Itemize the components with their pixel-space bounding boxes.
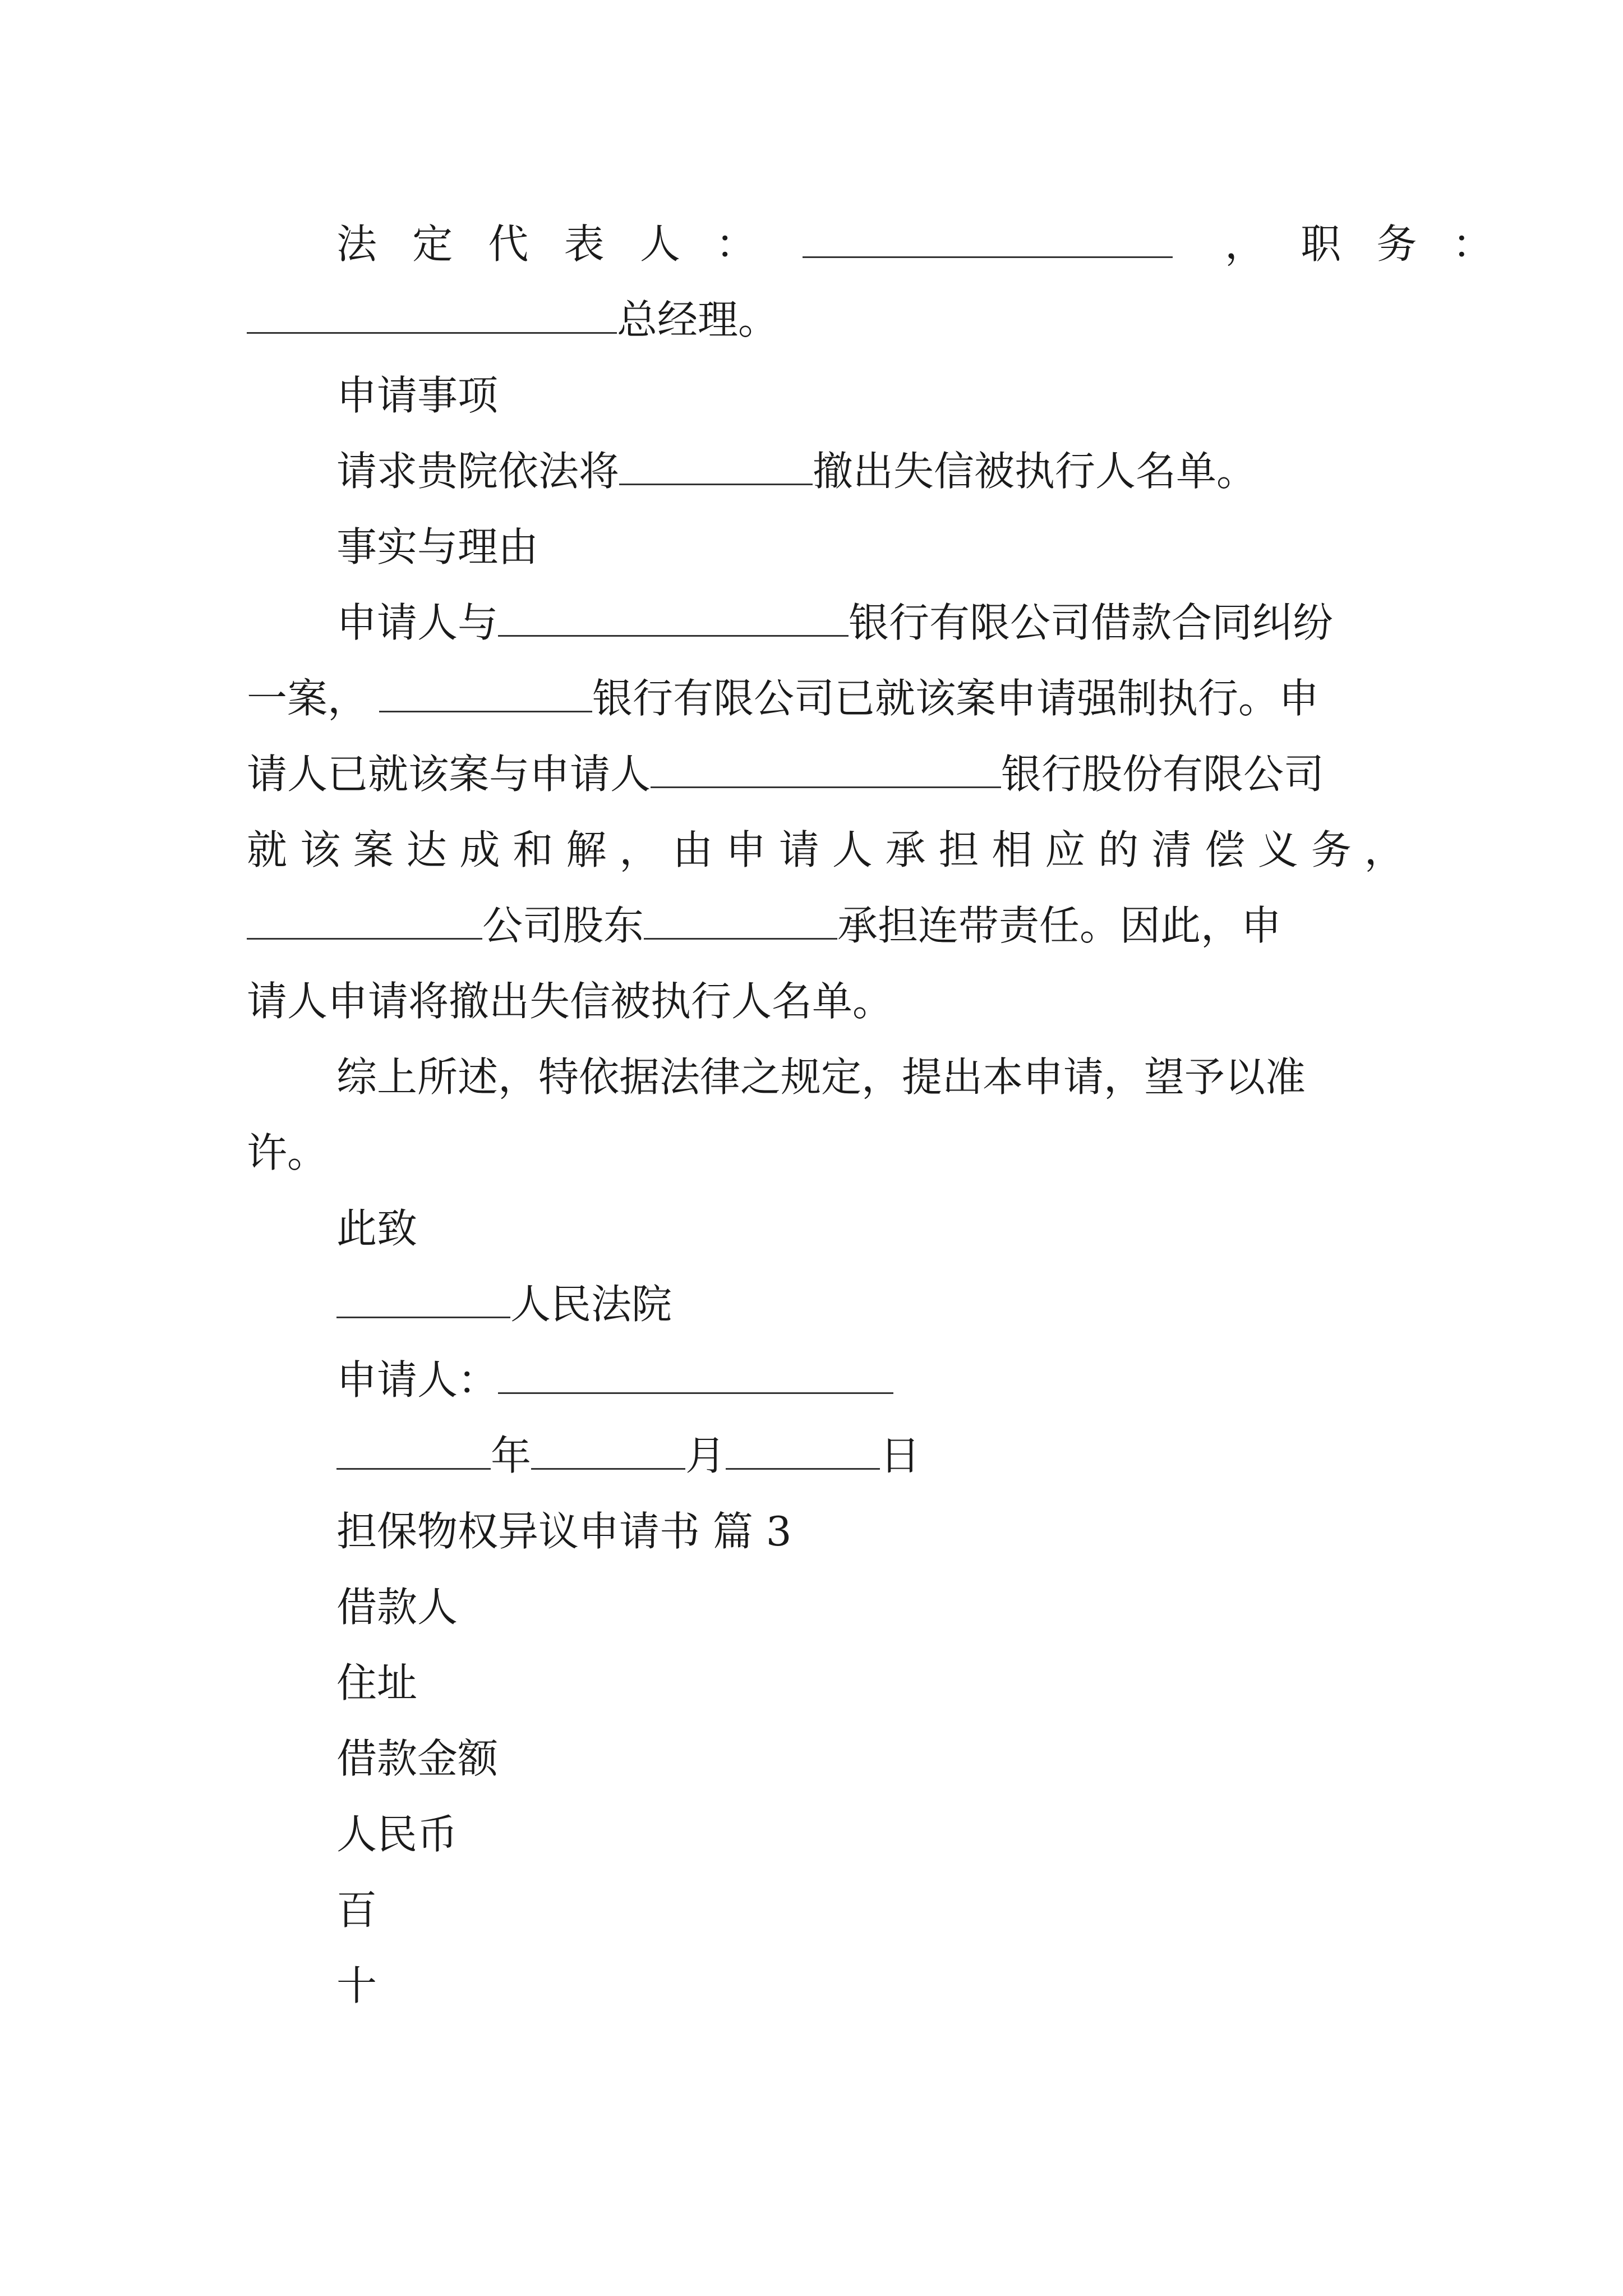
shareholder-blank[interactable] <box>644 900 837 940</box>
court-blank[interactable] <box>336 1278 510 1318</box>
conclusion-line-2: 许。 <box>247 1129 328 1176</box>
facts-line-6: 请人申请将撤出失信被执行人名单。 <box>247 978 893 1025</box>
facts-text-f: 银行股份有限公司 <box>1001 751 1325 798</box>
applicant-blank[interactable] <box>498 1354 893 1394</box>
facts-line-1 <box>336 595 1391 651</box>
applicant-line <box>336 1352 1391 1408</box>
month-label: 月 <box>685 1432 726 1479</box>
bank-blank-3[interactable] <box>651 748 1001 788</box>
facts-text-g: 公司股东 <box>482 902 644 949</box>
bank-blank-1[interactable] <box>498 597 849 637</box>
facts-text-a: 申请人与 <box>336 599 499 646</box>
legal-rep-blank[interactable] <box>803 218 1173 258</box>
position-label: ， 职 务 ： <box>1224 220 1504 268</box>
request-text-a: 请求贵院依法将 <box>336 448 620 495</box>
month-blank[interactable] <box>531 1430 685 1470</box>
general-manager-text: 总经理。 <box>617 296 779 343</box>
facts-text-d: 银行有限公司已就该案申请强制执行。申 <box>592 675 1320 722</box>
year-label: 年 <box>491 1432 532 1479</box>
section-heading-request: 申请事项 <box>336 372 499 419</box>
section-title-part-3: 担保物权异议申请书 篇 3 <box>336 1508 792 1555</box>
hundred-label: 百 <box>336 1887 377 1934</box>
facts-text-e: 请人已就该案与申请人 <box>247 751 651 798</box>
section-heading-facts: 事实与理由 <box>336 523 539 570</box>
general-manager-line <box>247 292 1391 348</box>
rmb-label: 人民币 <box>336 1811 458 1858</box>
position-blank[interactable] <box>247 294 617 334</box>
borrower-label: 借款人 <box>336 1584 458 1631</box>
facts-line-3 <box>247 746 1391 802</box>
facts-text-c: 一案， <box>247 675 368 722</box>
legal-rep-line <box>336 216 1504 272</box>
facts-text-h: 承担连带责任。因此，申 <box>837 902 1282 949</box>
facts-line-2 <box>247 670 1391 726</box>
bank-blank-2[interactable] <box>379 673 592 712</box>
year-blank[interactable] <box>336 1430 491 1470</box>
day-label: 日 <box>880 1432 921 1479</box>
legal-rep-label: 法 定 代 表 人 ： <box>336 220 768 268</box>
facts-line-4: 就 该 案 达 成 和 解 ， 由 申 请 人 承 担 相 应 的 清 偿 义 务 ， <box>247 826 1405 873</box>
request-line <box>336 443 1391 499</box>
applicant-label: 申请人： <box>336 1356 499 1404</box>
conclusion-line-1: 综上所述，特依据法律之规定，提出本申请，望予以准 <box>336 1053 1306 1101</box>
address-label: 住址 <box>336 1659 418 1706</box>
court-line <box>336 1276 1391 1332</box>
salutation: 此致 <box>336 1205 418 1252</box>
day-blank[interactable] <box>726 1430 880 1470</box>
date-line <box>336 1428 1391 1484</box>
facts-text-b: 银行有限公司借款合同纠纷 <box>849 599 1334 646</box>
ten-label: 十 <box>336 1962 377 2009</box>
request-text-b: 撤出失信被执行人名单。 <box>813 448 1257 495</box>
request-blank[interactable] <box>619 445 813 485</box>
loan-amount-label: 借款金额 <box>336 1735 499 1782</box>
company-blank[interactable] <box>247 900 482 940</box>
court-text: 人民法院 <box>510 1281 672 1328</box>
facts-line-5 <box>247 898 1391 954</box>
